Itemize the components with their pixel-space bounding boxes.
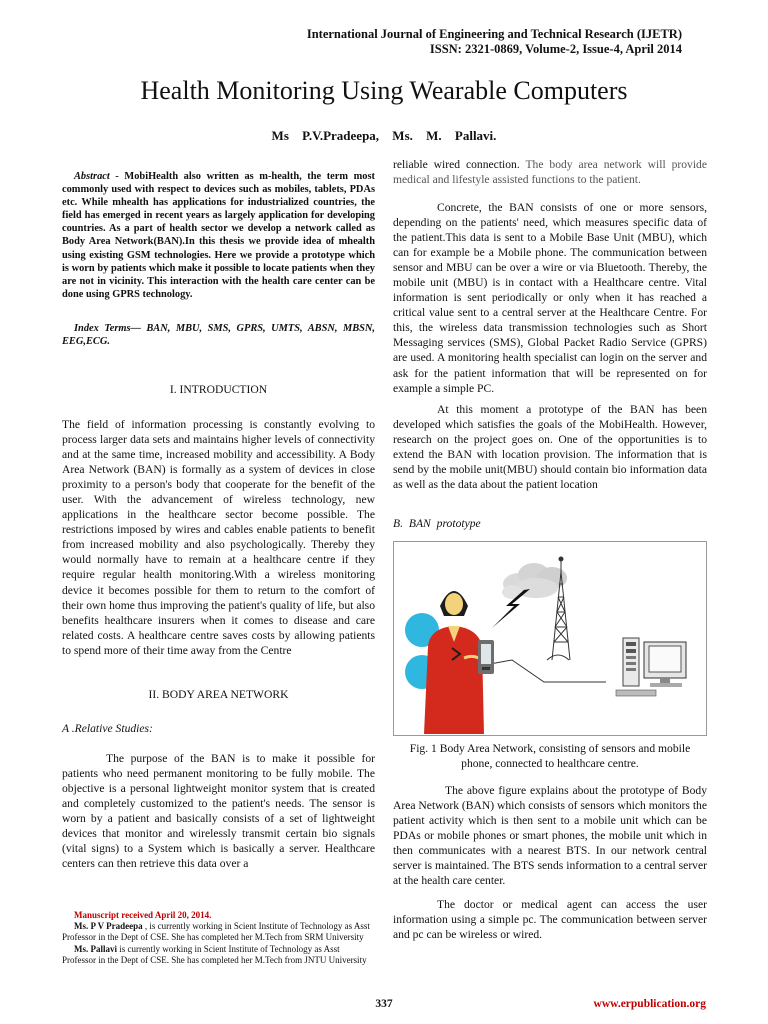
figure-caption: Fig. 1 Body Area Network, consisting of sensors and mobile phone, connected to healthcare centre.: [409, 742, 691, 770]
paper-title: Health Monitoring Using Wearable Computers: [140, 76, 628, 105]
right-col-continued: [393, 157, 707, 187]
connection-line: [490, 660, 606, 682]
continued-gray-text: The body area network will provide medical and lifestyle assisted functions to the patient.: [393, 158, 708, 187]
footnote-author1-text: , is currently working in Scient Institute of Technology as Asst Professor in the Dept of CSE. She has completed her M.Tech from SRM University: [62, 921, 370, 943]
footnote-author1: [62, 921, 375, 943]
journal-issn: ISSN: 2321-0869, Volume-2, Issue-4, April 2014: [429, 42, 682, 56]
footnote-author2: [62, 944, 375, 966]
page-number: 337: [375, 998, 393, 1010]
section-heading-introduction: I. INTRODUCTION: [169, 383, 268, 396]
patient-icon: [424, 591, 484, 734]
subsection-ban-prototype: B. BAN prototype: [393, 517, 481, 530]
abstract-label: Abstract -: [74, 171, 119, 182]
journal-name: International Journal of Engineering and Technical Research (IJETR): [306, 27, 682, 41]
antenna-signal-arc: [547, 655, 569, 660]
introduction-text: The field of information processing is constantly evolving to process larger data sets and maintains higher levels of connectivity and at the same time, increased mobility and accessibility. A Body Area Network (BAN) is formally as a system of devices in close proximity to a person's body that cooperate for the benefit of the user. With the advancement of wireless technology, new applications in the healthcare sector become possible. The restrictions imposed by wires and cables enable patients to benefit from increased mobility and also psychologically. Thereby they would normally have to remain at a healthcare centre if they require regular health monitoring.With a wireless monitoring device it becomes possible for them to return to the comfort of their own home thus improving the patient's quality of life, but also benefits healthcare insurers when it comes to disease and care related costs. A healthcare centre saves costs by allowing patients to spend more of their time away from the Centre: [62, 418, 375, 657]
index-terms: Index Terms— BAN, MBU, SMS, GPRS, UMTS, ABSN, MBSN, EEG,ECG.: [62, 323, 375, 348]
prototype-status-text: At this moment a prototype of the BAN has been developed which satisfies the goals of the MobiHealth. However, research on the project goes on. One of the opportunities is to extend the BAN with location provision. The information that is send by the mobile unit(MBU) should contain bio information data as well as the data about the patient location: [393, 403, 707, 492]
cloud-icon: [502, 563, 567, 599]
mobile-phone-icon: [478, 640, 494, 674]
figure-explanation-text: The above figure explains about the prototype of Body Area Network (BAN) which consists of sensors which monitors the patient activity which is then sent to a mobile unit which can be PDAs or mobile phones or smart phones, the mobile unit which in then communicates with a nearest BTS. In our network central server is maintained. The BTS sends information to a central server at the health care center.: [393, 784, 707, 888]
keyboard-icon: [616, 690, 656, 696]
subsection-relative-studies: A .Relative Studies:: [62, 722, 153, 735]
server-icon: [623, 638, 639, 686]
continued-text: reliable wired connection.: [393, 158, 520, 171]
ban-diagram: [394, 542, 706, 735]
manuscript-received: Manuscript received April 20, 2014.: [74, 910, 212, 920]
computer-monitor-icon: [644, 642, 686, 687]
section-heading-ban: II. BODY AREA NETWORK: [148, 688, 289, 701]
publisher-website-link[interactable]: www.erpublication.org: [593, 998, 706, 1010]
footnote-author2-text: is currently working in Scient Institute of Technology as Asst Professor in the Dept of CSE. She has completed her M.Tech from JNTU University: [62, 943, 367, 965]
relative-studies-text: The purpose of the BAN is to make it possible for patients who need permanent monitoring to be fully mobile. The objective is a personal lightweight monitor system that is created and completely customized to the patient's needs. The sensor is worn by a patient and basically consists of a set of lightweight devices that monitor and wirelessly transmit certain bio signals (vital signs) to a System which is basically a server. Healthcare centers can then retrieve this data over a: [62, 752, 375, 871]
doctor-access-text: The doctor or medical agent can access the user information using a simple pc. The communication between server and pc can be wireless or wired.: [393, 898, 707, 942]
abstract: [62, 170, 375, 301]
footnote-author2-name: Ms. Pallavi: [74, 943, 117, 954]
footnote-author1-name: Ms. P V Pradeepa: [74, 921, 143, 932]
journal-header: [222, 27, 682, 57]
abstract-text: MobiHealth also written as m-health, the term most commonly used with respect to devices such as mobiles, tablets, PDAs etc. While mhealth has applications for industrialized countries, the field has emerged in recent years as largely application for developing countries. As a part of health sector we develop a network called as Body Area Network(BAN).In this thesis we provide idea of mhealth using existing GSM technologies. Here we provide a prototype which is worn by patients which make it possible to locate patients when they are not in vicinity. This interaction with the health care center can be done using GPRS technology.: [62, 171, 375, 300]
ban-figure: [393, 541, 707, 736]
footnotes: [62, 910, 375, 966]
ban-description-text: Concrete, the BAN consists of one or more sensors, depending on the patients' need, which measures specific data of the patient.This data is sent to a Mobile Base Unit (MBU), which can for example be a Mobile phone. The communication between sensor and MBU can be over a wire or via Bluetooth. Thereby, the mobile unit (MBU) is in contact with a Healthcare centre. Vital information is sent periodically or only when it has reached a critical value sent to a central server at the Healthcare Centre. For this, the wireless data transmission technologies such as Short Messaging services (SMS), Global Packet Radio Service (GPRS) are used. A monitoring health specialist can login on the server and ask for the patient information that will be represented on for example a simple PC.: [393, 201, 707, 395]
paper-authors: Ms P.V.Pradeepa, Ms. M. Pallavi.: [271, 128, 497, 143]
